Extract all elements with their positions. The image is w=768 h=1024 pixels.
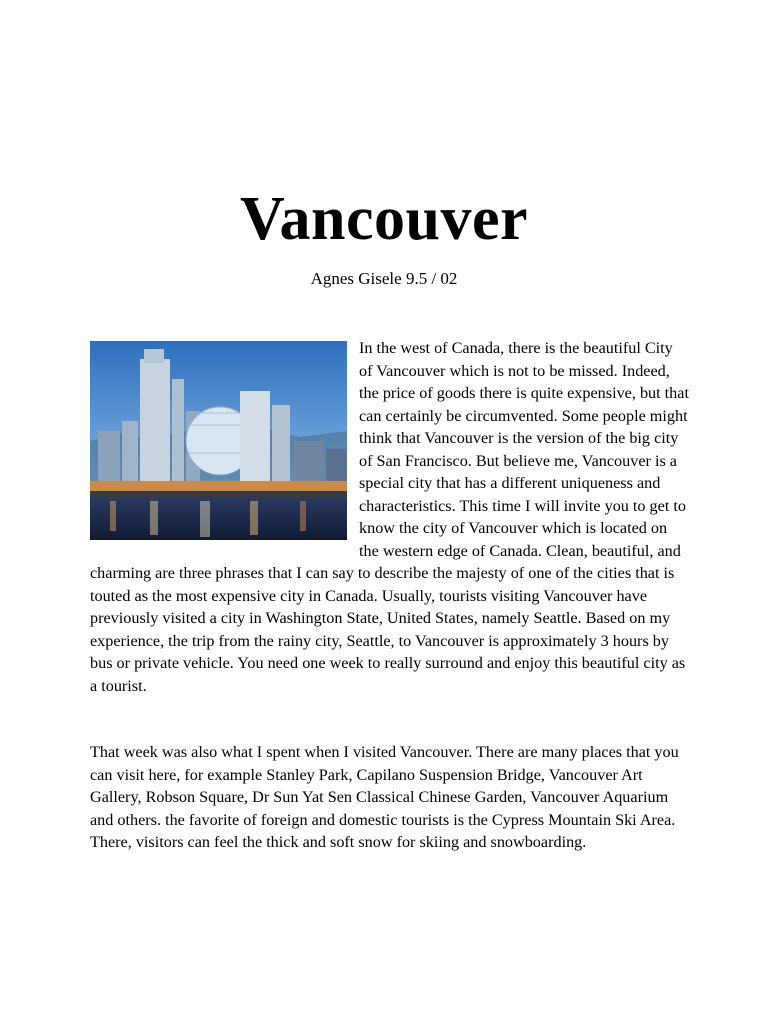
- document-title: Vancouver: [239, 185, 529, 253]
- paragraph-1: In the west of Canada, there is the beautiful City of Vancouver which is not to be missed. Indeed, the price of goods there is quite expensive, but that can certainly be circumvented. Some people might think that Vancouver is the version of the big city of San Francisco. But believe me, Vancouver is a special city that has a different uniqueness and characteristics. This time I will invite you to get to know the city of Vancouver which is located on the western edge of Canada. Clean, beautiful, and charming are three phrases that I can say to describe the majesty of one of the cities that is touted as the most expensive city in Canada. Usually, tourists visiting Vancouver have previously visited a city in Washington State, United States, namely Seattle. Based on my experience, the trip from the rainy city, Seattle, to Vancouver is approximately 3 hours by bus or private vehicle. You need one week to really surround and enjoy this beautiful city as a tourist.: [90, 339, 689, 695]
- paragraph-2: That week was also what I spent when I visited Vancouver. There are many places that you can visit here, for example Stanley Park, Capilano Suspension Bridge, Vancouver Art Gallery, Robson Square, Dr Sun Yat Sen Classical Chinese Garden, Vancouver Aquarium and others. the favorite of foreign and domestic tourists is the Cypress Mountain Ski Area. There, visitors can feel the thick and soft snow for skiing and snowboarding.: [90, 743, 679, 851]
- author-line: Agnes Gisele 9.5 / 02: [310, 269, 458, 288]
- vancouver-skyline-photo: [90, 341, 347, 540]
- document-body: [90, 337, 690, 854]
